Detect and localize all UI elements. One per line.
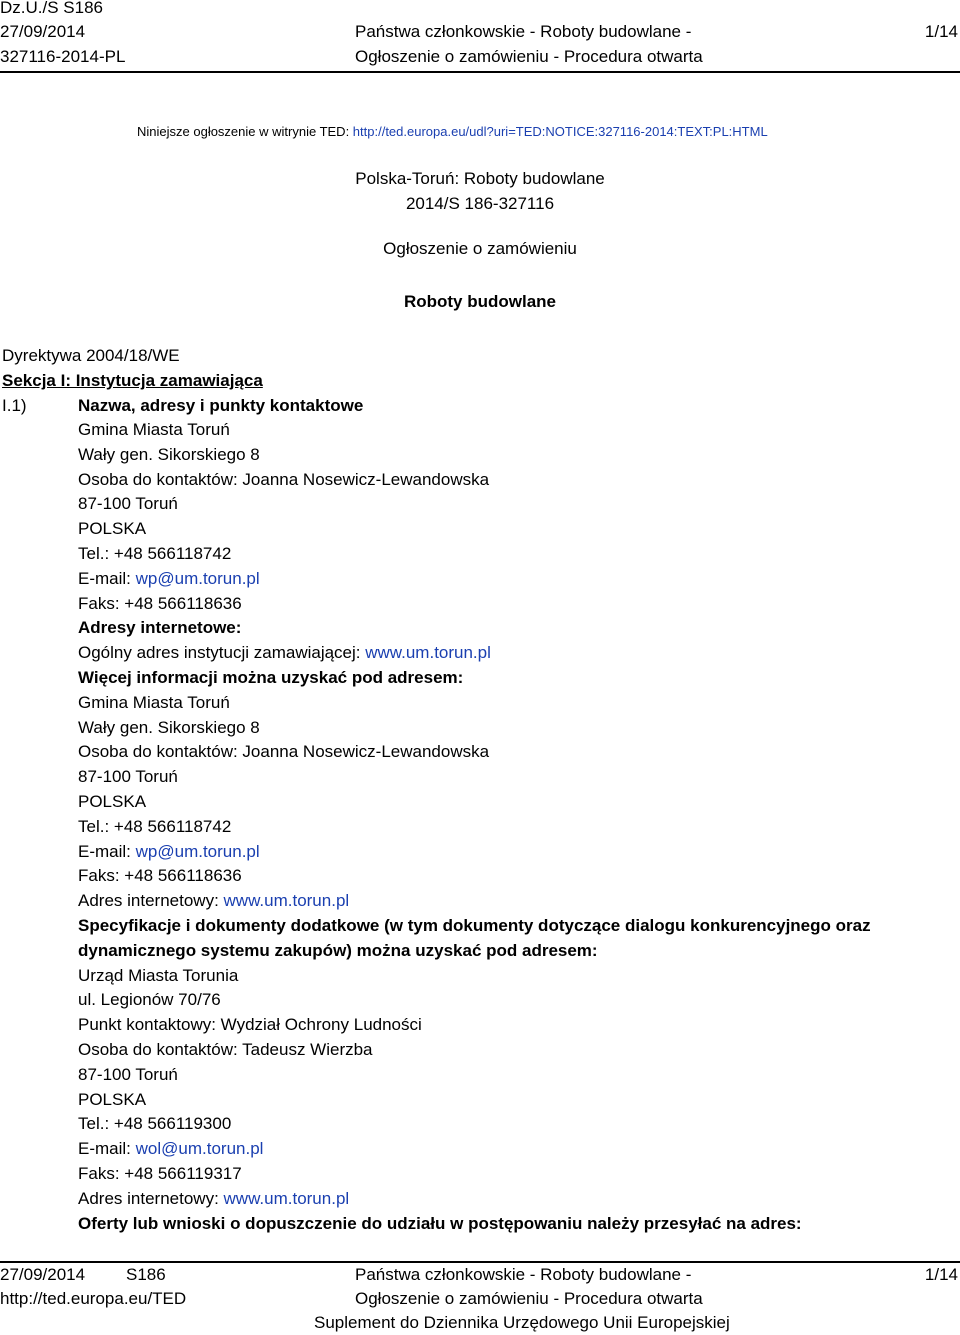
footer-page-number: 1/14 [924,1265,958,1284]
contact-country: POLSKA [78,519,147,539]
more-info-heading: Więcej informacji można uzyskać pod adresem: [78,667,464,687]
contact-person: Osoba do kontaktów: Joanna Nosewicz-Lewandowska [78,469,490,489]
notice-category: Roboty budowlane [403,292,557,311]
internet-heading: Adresy internetowe: [78,618,242,638]
more-info-street: Wały gen. Sikorskiego 8 [78,717,260,737]
contact-email-link[interactable]: wp@um.torun.pl [135,568,260,588]
general-address: Ogólny adres instytucji zamawiającej: www.um.torun.pl [78,643,491,663]
specs-fax: Faks: +48 566119317 [78,1163,242,1183]
header-divider [0,71,960,73]
header-page-number: 1/14 [924,22,958,41]
more-info-fax: Faks: +48 566118636 [78,866,242,886]
contact-phone: Tel.: +48 566118742 [78,543,232,563]
contact-name: Gmina Miasta Toruń [78,420,230,439]
specs-phone: Tel.: +48 566119300 [78,1114,232,1134]
header-title-line1: Państwa członkowskie - Roboty budowlane - [355,22,692,41]
specs-heading: Specyfikacje i dokumenty dodatkowe (w tym dokumenty dotyczące dialogu konkurencyjnego oraz dynamicznego systemu zakupów) można uzyskać pod adresem: [78,915,871,960]
notice-type: Ogłoszenie o zamówieniu [383,239,577,258]
header-notice-id: 327116-2014-PL [0,47,126,66]
specs-email: E-mail: wol@um.torun.pl [78,1139,264,1159]
directive-label: Dyrektywa 2004/18/WE [2,346,180,365]
more-info-email: E-mail: wp@um.torun.pl [78,841,260,861]
section-heading: Sekcja I: Instytucja zamawiająca [2,371,263,390]
intro-text: Niniejsze ogłoszenie w witrynie TED: [137,124,353,139]
general-address-link[interactable]: www.um.torun.pl [365,643,491,663]
contact-fax: Faks: +48 566118636 [78,593,242,613]
offers-heading: Oferty lub wnioski o dopuszczenie do udziału w postępowaniu należy przesyłać na adres: [78,1213,802,1233]
more-info-web: Adres internetowy: www.um.torun.pl [78,891,350,911]
notice-title: Polska-Toruń: Roboty budowlane [355,169,605,188]
more-info-phone: Tel.: +48 566118742 [78,816,232,836]
specs-email-link[interactable]: wol@um.torun.pl [135,1139,264,1159]
contact-email: E-mail: wp@um.torun.pl [78,568,260,588]
ted-notice-link[interactable]: http://ted.europa.eu/udl?uri=TED:NOTICE:327116-2014:TEXT:PL:HTML [352,124,768,139]
more-info-person: Osoba do kontaktów: Joanna Nosewicz-Lewandowska [78,742,490,762]
specs-city: 87-100 Toruń [78,1064,178,1084]
footer-supplement: Suplement do Dziennika Urzędowego Unii Europejskiej [314,1313,730,1332]
more-info-email-link[interactable]: wp@um.torun.pl [135,841,260,861]
footer-issue: S186 [126,1265,166,1284]
more-info-name: Gmina Miasta Toruń [78,692,230,712]
footer-title-line1: Państwa członkowskie - Roboty budowlane - [355,1265,692,1284]
footer-url[interactable]: http://ted.europa.eu/TED [0,1289,187,1308]
footer-date: 27/09/2014 [0,1265,86,1284]
more-info-city: 87-100 Toruń [78,767,178,787]
specs-person: Osoba do kontaktów: Tadeusz Wierzba [78,1039,373,1059]
header-date: 27/09/2014 [0,22,86,41]
contact-street: Wały gen. Sikorskiego 8 [78,444,260,464]
section-item-number: I.1) [2,396,27,415]
more-info-web-link[interactable]: www.um.torun.pl [223,891,350,911]
intro-line [137,124,768,140]
notice-number: 2014/S 186-327116 [405,194,555,213]
section-item-title: Nazwa, adresy i punkty kontaktowe [78,396,364,415]
contact-city: 87-100 Toruń [78,494,178,514]
specs-country: POLSKA [78,1089,147,1109]
contact-details [78,418,948,1236]
journal-label: Dz.U./S S186 [0,0,103,17]
footer-title-line2: Ogłoszenie o zamówieniu - Procedura otwarta [355,1289,703,1308]
specs-point: Punkt kontaktowy: Wydział Ochrony Ludności [78,1015,422,1035]
specs-name: Urząd Miasta Torunia [78,965,239,985]
specs-street: ul. Legionów 70/76 [78,990,221,1010]
specs-web-link[interactable]: www.um.torun.pl [223,1188,350,1208]
specs-web: Adres internetowy: www.um.torun.pl [78,1188,350,1208]
header-title-line2: Ogłoszenie o zamówieniu - Procedura otwarta [355,47,703,66]
more-info-country: POLSKA [78,791,147,811]
